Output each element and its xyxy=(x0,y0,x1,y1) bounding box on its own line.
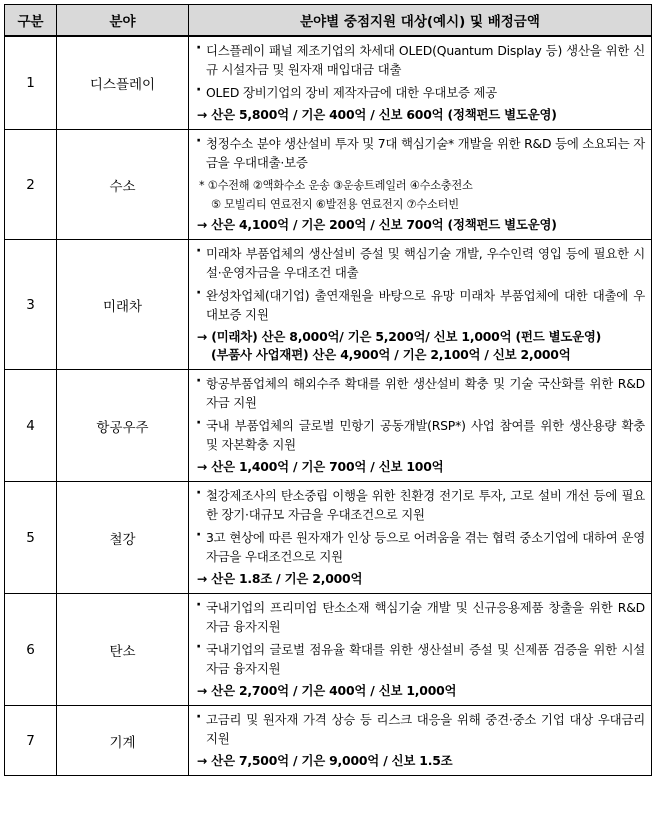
table-row xyxy=(5,482,652,594)
support-item: · 항공부품업체의 해외수주 확대를 위한 생산설비 확충 및 기술 국산화를 위한 R&D 자금 지원 xyxy=(195,374,645,412)
support-item: · 디스플레이 패널 제조기업의 차세대 OLED(Quantum Display 등) 생산을 위한 신규 시설자금 및 원자재 매입대금 대출 xyxy=(195,41,645,79)
table-row xyxy=(5,36,652,130)
row-detail xyxy=(189,240,652,370)
allocation-line: (부품사 사업재편) 산은 4,900억 / 기은 2,100억 / 신보 2,000억 xyxy=(211,347,571,362)
allocation-line: → (미래차) 산은 8,000억/ 기은 5,200억/ 신보 1,000억 (펀드 별도운영) xyxy=(197,329,602,344)
support-item: · 철강제조사의 탄소중립 이행을 위한 친환경 전기로 투자, 고로 설비 개선 등에 필요한 장기·대규모 자금을 우대조건으로 지원 xyxy=(195,486,645,524)
row-field: 디스플레이 xyxy=(57,36,189,130)
row-number: 6 xyxy=(5,594,57,706)
row-field: 항공우주 xyxy=(57,370,189,482)
allocation-amount: → 산은 1.8조 / 기은 2,000억 xyxy=(197,571,363,586)
footnote xyxy=(195,176,645,214)
row-number: 2 xyxy=(5,130,57,240)
row-number: 1 xyxy=(5,36,57,130)
support-item: · 청정수소 분야 생산설비 투자 및 7대 핵심기술* 개발을 위한 R&D 등에 소요되는 자금을 우대대출·보증 xyxy=(195,134,645,172)
support-item: · 3고 현상에 따른 원자재가 인상 등으로 어려움을 겪는 협력 중소기업에 대하여 운영자금을 우대조건으로 지원 xyxy=(195,528,645,566)
row-field: 수소 xyxy=(57,130,189,240)
support-item: · 완성차업체(대기업) 출연재원을 바탕으로 유망 미래차 부품업체에 대한 대출에 우대보증 지원 xyxy=(195,286,645,324)
row-field: 미래차 xyxy=(57,240,189,370)
support-table-container xyxy=(4,4,651,776)
support-item: · 고금리 및 원자재 가격 상승 등 리스크 대응을 위해 중견·중소 기업 대상 우대금리 지원 xyxy=(195,710,645,748)
support-item: · 국내 부품업체의 글로벌 민항기 공동개발(RSP*) 사업 참여를 위한 생산용량 확충 및 자본확충 지원 xyxy=(195,416,645,454)
support-item: · 미래차 부품업체의 생산설비 증설 및 핵심기술 개발, 우수인력 영입 등에 필요한 시설·운영자금을 우대조건 대출 xyxy=(195,244,645,282)
row-detail xyxy=(189,594,652,706)
header-field: 분야 xyxy=(57,5,189,37)
table-row xyxy=(5,130,652,240)
row-detail xyxy=(189,36,652,130)
table-header-row xyxy=(5,5,652,37)
table-row xyxy=(5,706,652,776)
table-row xyxy=(5,240,652,370)
header-details: 분야별 중점지원 대상(예시) 및 배정금액 xyxy=(189,5,652,37)
row-field: 탄소 xyxy=(57,594,189,706)
row-number: 3 xyxy=(5,240,57,370)
row-detail xyxy=(189,482,652,594)
row-detail xyxy=(189,130,652,240)
allocation-amount: → 산은 5,800억 / 기은 400억 / 신보 600억 (정책펀드 별도운영) xyxy=(197,107,557,122)
support-item: · 국내기업의 글로벌 점유율 확대를 위한 생산설비 증설 및 신제품 검증을 위한 시설자금 융자지원 xyxy=(195,640,645,678)
table-row xyxy=(5,370,652,482)
header-category: 구분 xyxy=(5,5,57,37)
allocation-amount xyxy=(195,328,645,364)
row-field: 철강 xyxy=(57,482,189,594)
row-detail xyxy=(189,370,652,482)
allocation-amount: → 산은 2,700억 / 기은 400억 / 신보 1,000억 xyxy=(197,683,457,698)
footnote-line: * ①수전해 ②액화수소 운송 ③운송트레일러 ④수소충전소 xyxy=(199,179,473,192)
allocation-amount: → 산은 1,400억 / 기은 700억 / 신보 100억 xyxy=(197,459,444,474)
row-detail xyxy=(189,706,652,776)
row-number: 4 xyxy=(5,370,57,482)
allocation-amount: → 산은 7,500억 / 기은 9,000억 / 신보 1.5조 xyxy=(197,753,453,768)
allocation-amount: → 산은 4,100억 / 기은 200억 / 신보 700억 (정책펀드 별도운영) xyxy=(197,217,557,232)
table-row xyxy=(5,594,652,706)
support-table xyxy=(4,4,652,776)
support-item: · 국내기업의 프리미엄 탄소소재 핵심기술 개발 및 신규응용제품 창출을 위한 R&D 자금 융자지원 xyxy=(195,598,645,636)
row-field: 기계 xyxy=(57,706,189,776)
footnote-line: ⑤ 모빌리티 연료전지 ⑥발전용 연료전지 ⑦수소터빈 xyxy=(211,198,459,211)
support-item: · OLED 장비기업의 장비 제작자금에 대한 우대보증 제공 xyxy=(195,83,645,102)
row-number: 5 xyxy=(5,482,57,594)
row-number: 7 xyxy=(5,706,57,776)
